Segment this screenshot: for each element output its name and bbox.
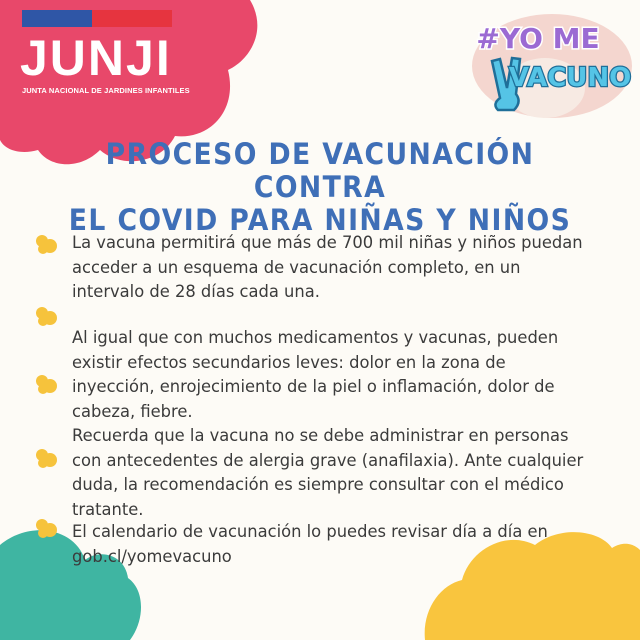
- info-paragraph: Al igual que con muchos medicamentos y vacunas, pueden existir efectos secundarios leves: dolor en la zona de inyección, enrojecimiento de la piel o inflamación, dolor de cabeza, fiebre.: [72, 328, 559, 422]
- butterfly-bullet-icon: [34, 516, 60, 542]
- junji-logo: JUNJI: [20, 30, 172, 86]
- info-paragraph: Recuerda que la vacuna no se debe administrar en personas con antecedentes de alergia grave (anafilaxia). Ante cualquier duda, la recomendación es siempre consultar con el médico tratante.: [72, 426, 584, 520]
- butterfly-bullet-icon: [34, 372, 60, 398]
- butterfly-bullet-icon: [34, 446, 60, 472]
- title-line-2: EL COVID PARA NIÑAS Y NIÑOS: [68, 203, 572, 237]
- badge-line2: VACUNO: [508, 63, 632, 93]
- junji-logo-subtitle: JUNTA NACIONAL DE JARDINES INFANTILES: [22, 86, 190, 95]
- butterfly-bullet-icon: [34, 304, 60, 330]
- flag-stripe: [22, 10, 172, 27]
- yomevacuno-badge: [470, 6, 635, 121]
- badge-line1: #YO ME: [476, 22, 600, 55]
- page-title: [53, 138, 587, 237]
- info-paragraph: El calendario de vacunación lo puedes revisar día a día en gob.cl/yomevacuno: [72, 522, 548, 567]
- info-paragraph: La vacuna permitirá que más de 700 mil niñas y niños puedan acceder a un esquema de vacunación completo, en un intervalo de 28 días cada una.: [72, 233, 583, 302]
- title-line-1: PROCESO DE VACUNACIÓN CONTRA: [105, 137, 535, 204]
- butterfly-bullet-icon: [34, 232, 60, 258]
